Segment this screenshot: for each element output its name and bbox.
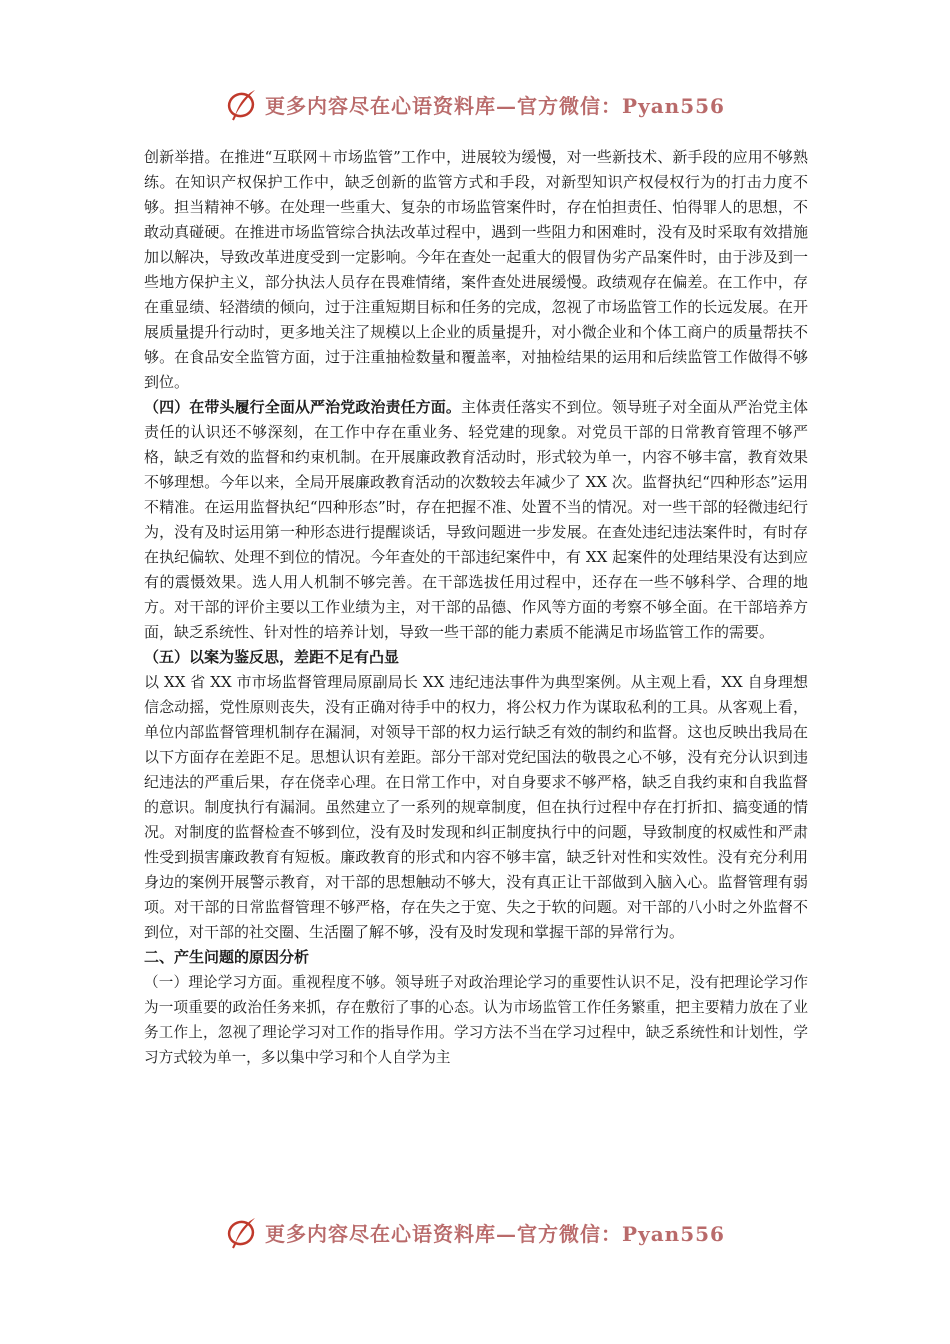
watermark-text: 更多内容尽在心语资料库—官方微信：Pyan556 <box>265 1221 725 1246</box>
quill-logo-icon <box>225 86 261 122</box>
paragraph-2 <box>144 395 808 645</box>
quill-logo-icon <box>225 1214 261 1250</box>
part-2-heading: 二、产生问题的原因分析 <box>144 948 310 966</box>
watermark-text: 更多内容尽在心语资料库—官方微信：Pyan556 <box>265 93 725 118</box>
section-5-heading: （五）以案为鉴反思，差距不足有凸显 <box>144 648 400 666</box>
paragraph-4: 以 XX 省 XX 市市场监督管理局原副局长 XX 违纪违法事件为典型案例。从主观上看，XX 自身理想信念动摇，党性原则丧失，没有正确对待手中的权力，将公权力作为谋取私利的工具。从客观上看，单位内部监督管理机制存在漏洞，对领导干部的权力运行缺乏有效的制约和监督。这也反映出我局在以下方面存在差距不足。思想认识有差距。部分干部对党纪国法的敬畏之心不够，没有充分认识到违纪违法的严重后果，存在侥幸心理。在日常工作中，对自身要求不够严格，缺乏自我约束和自我监督的意识。制度执行有漏洞。虽然建立了一系列的规章制度，但在执行过程中存在打折扣、搞变通的情况。对制度的监督检查不够到位，没有及时发现和纠正制度执行中的问题，导致制度的权威性和严肃性受到损害廉政教育有短板。廉政教育的形式和内容不够丰富，缺乏针对性和实效性。没有充分利用身边的案例开展警示教育，对干部的思想触动不够大，没有真正让干部做到入脑入心。监督管理有弱项。对干部的日常监督管理不够严格，存在失之于宽、失之于软的问题。对干部的八小时之外监督不到位，对干部的社交圈、生活圈了解不够，没有及时发现和掌握干部的异常行为。 <box>144 673 808 941</box>
paragraph-6: （一）理论学习方面。重视程度不够。领导班子对政治理论学习的重要性认识不足，没有把理论学习作为一项重要的政治任务来抓，存在敷衍了事的心态。认为市场监管工作任务繁重，把主要精力放在了业务工作上，忽视了理论学习对工作的指导作用。学习方法不当在学习过程中，缺乏系统性和计划性，学习方式较为单一，多以集中学习和个人自学为主 <box>144 974 808 1066</box>
header-watermark-banner <box>0 82 950 126</box>
footer-watermark-banner <box>0 1210 950 1254</box>
section-4-body: 主体责任落实不到位。领导班子对全面从严治党主体责任的认识还不够深刻，在工作中存在重业务、轻党建的现象。对党员干部的日常教育管理不够严格，缺乏有效的监督和约束机制。在开展廉政教育活动时，形式较为单一，内容不够丰富，教育效果不够理想。今年以来，全局开展廉政教育活动的次数较去年减少了 XX 次。监督执纪“四种形态”运用不精准。在运用监督执纪“四种形态”时，存在把握不准、处置不当的情况。对一些干部的轻微违纪行为，没有及时运用第一种形态进行提醒谈话，导致问题进一步发展。在查处违纪违法案件时，有时存在执纪偏软、处理不到位的情况。今年查处的干部违纪案件中，有 XX 起案件的处理结果没有达到应有的震慑效果。选人用人机制不够完善。在干部选拔任用过程中，还存在一些不够科学、合理的地方。对干部的评价主要以工作业绩为主，对干部的品德、作风等方面的考察不够全面。在干部培养方面，缺乏系统性、针对性的培养计划，导致一些干部的能力素质不能满足市场监管工作的需要。 <box>144 398 808 641</box>
section-4-heading: （四）在带头履行全面从严治党政治责任方面。 <box>144 398 461 416</box>
paragraph-1: 创新举措。在推进“互联网＋市场监管”工作中，进展较为缓慢，对一些新技术、新手段的应用不够熟练。在知识产权保护工作中，缺乏创新的监管方式和手段，对新型知识产权侵权行为的打击力度不够。担当精神不够。在处理一些重大、复杂的市场监管案件时，存在怕担责任、怕得罪人的思想，不敢动真碰硬。在推进市场监管综合执法改革过程中，遇到一些阻力和困难时，没有及时采取有效措施加以解决，导致改革进度受到一定影响。今年在查处一起重大的假冒伪劣产品案件时，由于涉及到一些地方保护主义，部分执法人员存在畏难情绪，案件查处进展缓慢。政绩观存在偏差。在工作中，存在重显绩、轻潜绩的倾向，过于注重短期目标和任务的完成，忽视了市场监管工作的长远发展。在开展质量提升行动时，更多地关注了规模以上企业的质量提升，对小微企业和个体工商户的质量帮扶不够。在食品安全监管方面，过于注重抽检数量和覆盖率，对抽检结果的运用和后续监管工作做得不够到位。 <box>144 148 808 391</box>
document-body <box>144 145 808 1070</box>
